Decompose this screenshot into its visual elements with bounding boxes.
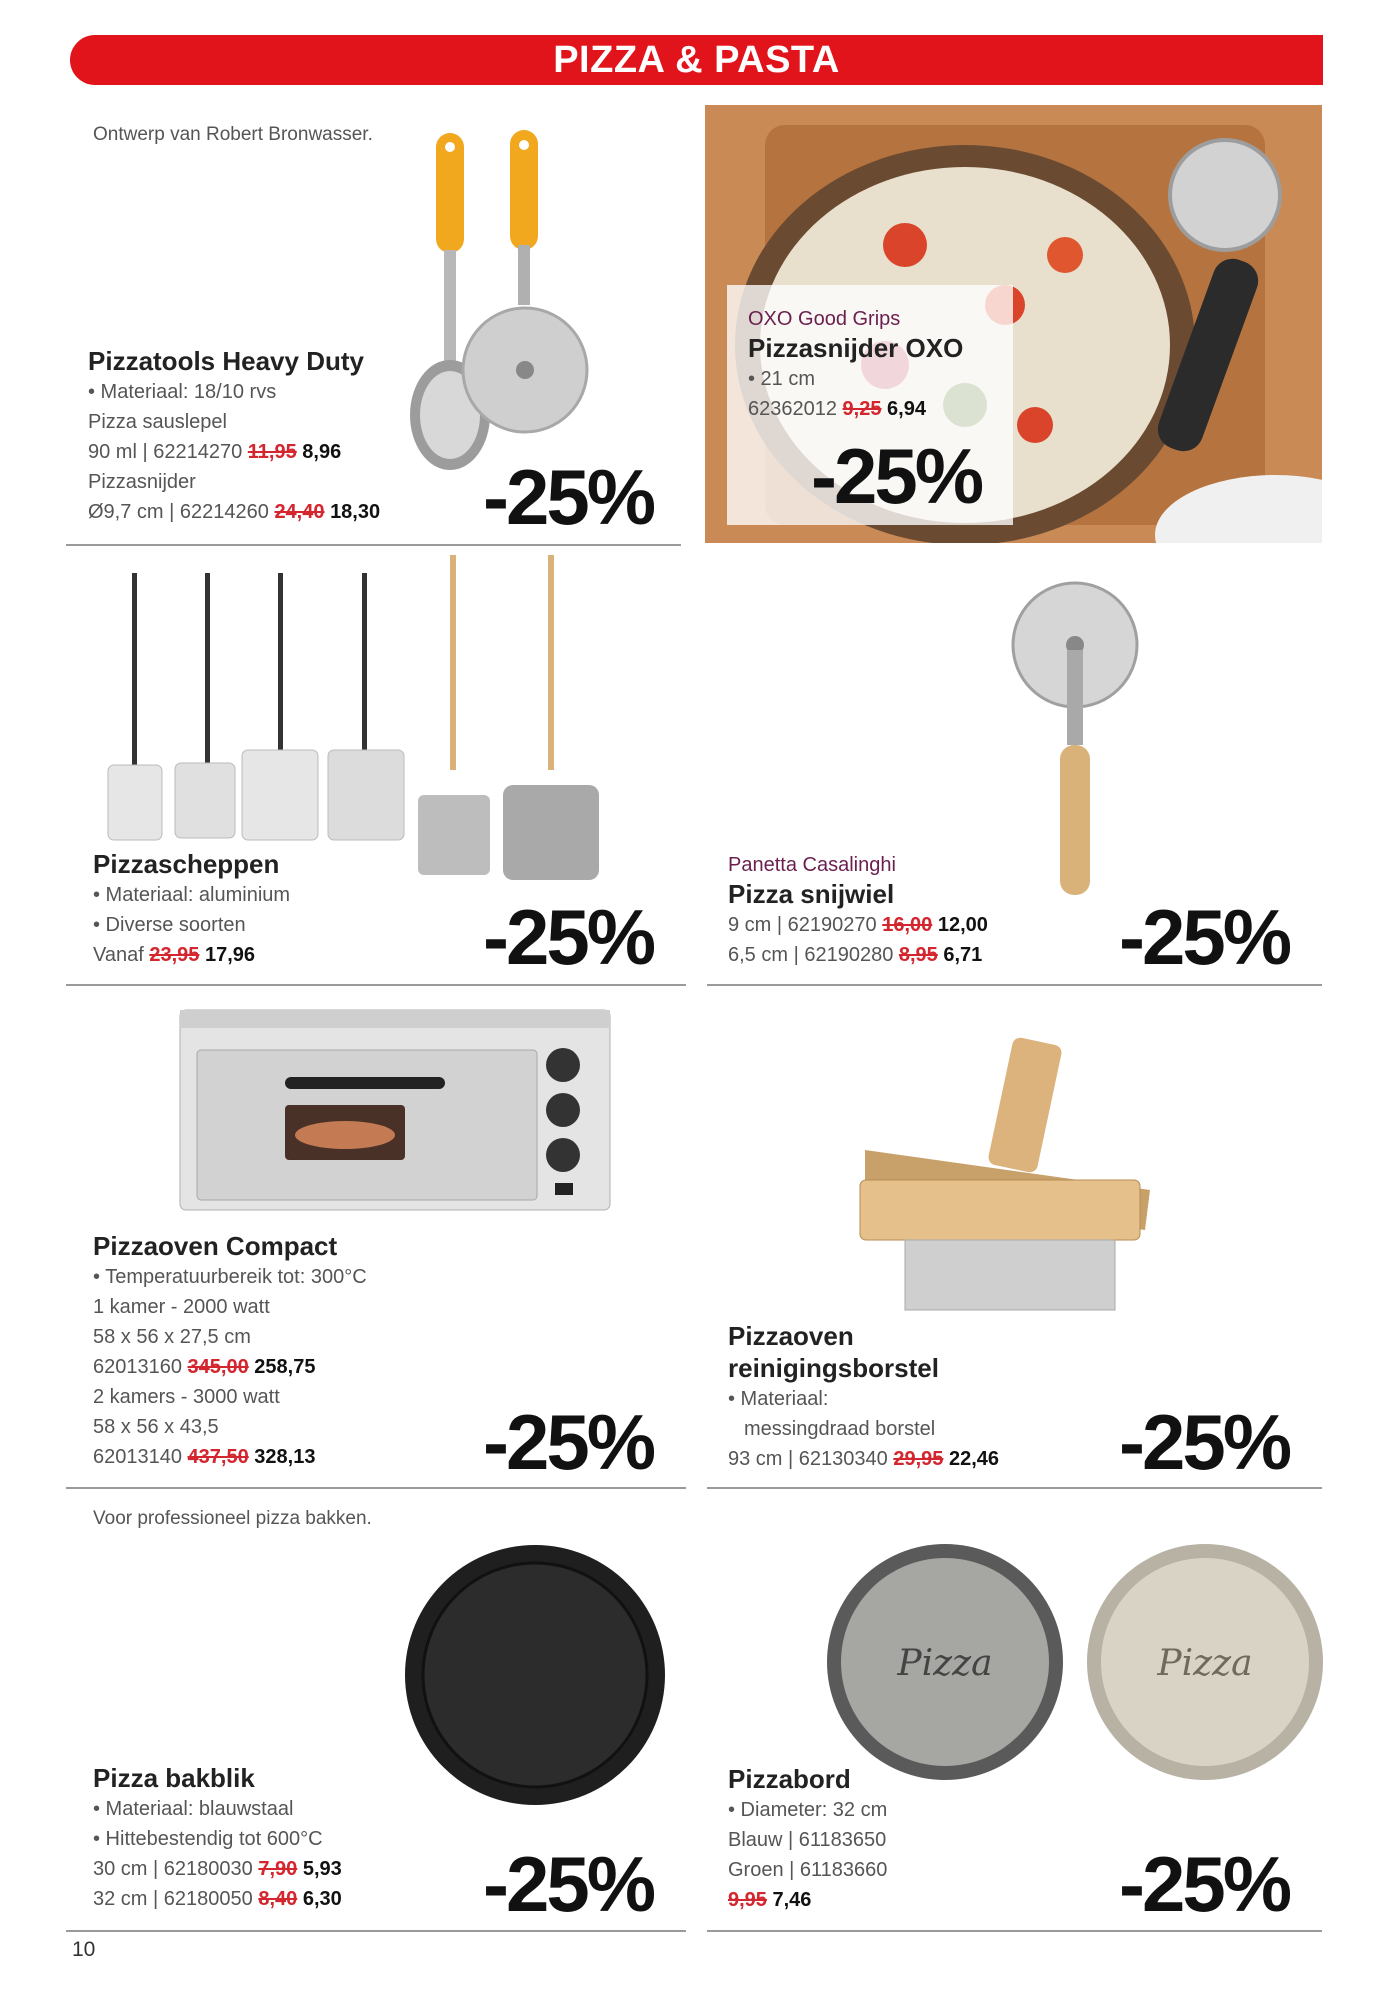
item-code: Ø9,7 cm | 62214260 bbox=[88, 501, 269, 523]
product-title: Pizzasnijder OXO bbox=[748, 333, 964, 363]
old-price: 8,95 bbox=[898, 944, 938, 966]
product-spec: • Temperatuurbereik tot: 300°C bbox=[93, 1266, 367, 1288]
product-spec: • Diameter: 32 cm bbox=[728, 1799, 888, 1821]
item-code: 90 ml | 62214270 bbox=[88, 441, 243, 463]
old-price: 24,40 bbox=[274, 501, 325, 523]
pizza-plates-image bbox=[825, 1540, 1325, 1790]
old-price: 9,95 bbox=[728, 1889, 767, 1911]
plate-text: Pizza bbox=[897, 1643, 993, 1684]
new-price: 8,96 bbox=[302, 441, 342, 463]
divider bbox=[66, 544, 681, 546]
divider bbox=[66, 1487, 686, 1489]
product-variant: 2 kamers - 3000 watt bbox=[93, 1386, 280, 1408]
new-price: 6,94 bbox=[887, 398, 926, 420]
product-bord bbox=[728, 1763, 887, 1915]
discount-badge: -25% bbox=[483, 453, 654, 541]
product-spec: • Materiaal: blauwstaal bbox=[93, 1798, 294, 1820]
product-pizzatools bbox=[88, 345, 380, 527]
old-price: 9,25 bbox=[842, 398, 882, 420]
old-price: 11,95 bbox=[247, 441, 297, 463]
product-title: Pizzabord bbox=[728, 1764, 851, 1794]
old-price: 23,95 bbox=[149, 944, 200, 966]
design-note: Ontwerp van Robert Bronwasser. bbox=[93, 124, 373, 145]
pizzatools-image bbox=[400, 125, 600, 485]
pizza-wheel-image bbox=[1010, 580, 1150, 900]
product-spec: • Materiaal: aluminium bbox=[93, 884, 291, 906]
product-snijwiel bbox=[728, 852, 988, 970]
old-price: 345,00 bbox=[187, 1356, 249, 1378]
product-variant: 1 kamer - 2000 watt bbox=[93, 1296, 270, 1318]
discount-badge: -25% bbox=[483, 893, 654, 981]
product-spec: • 21 cm bbox=[748, 368, 816, 390]
product-brand: Panetta Casalinghi bbox=[728, 854, 896, 876]
price-line bbox=[728, 1444, 999, 1474]
new-price: 12,00 bbox=[937, 914, 988, 936]
old-price: 16,00 bbox=[882, 914, 933, 936]
product-bakblik bbox=[93, 1762, 342, 1914]
discount-badge: -25% bbox=[1119, 1840, 1290, 1928]
item-name: Pizza sauslepel bbox=[88, 411, 227, 433]
new-price: 6,71 bbox=[943, 944, 983, 966]
product-variant: Groen | 61183660 bbox=[728, 1859, 888, 1881]
price-line bbox=[88, 497, 380, 527]
new-price: 17,96 bbox=[204, 944, 256, 966]
price-prefix: Vanaf bbox=[93, 944, 144, 966]
item-code: 62362012 bbox=[748, 398, 837, 420]
product-oven bbox=[93, 1230, 367, 1472]
divider bbox=[66, 1930, 686, 1932]
discount-badge: -25% bbox=[483, 1398, 654, 1486]
price-line bbox=[728, 940, 988, 970]
product-scheppen bbox=[93, 848, 290, 970]
product-brand: OXO Good Grips bbox=[748, 308, 901, 330]
product-variant: Blauw | 61183650 bbox=[728, 1829, 887, 1851]
new-price: 258,75 bbox=[254, 1356, 316, 1378]
price-line bbox=[88, 437, 380, 467]
new-price: 5,93 bbox=[302, 1858, 342, 1880]
price-line bbox=[748, 394, 963, 424]
price-line bbox=[93, 1884, 342, 1914]
new-price: 22,46 bbox=[948, 1448, 1000, 1470]
price-line bbox=[93, 1352, 367, 1382]
old-price: 29,95 bbox=[893, 1448, 944, 1470]
product-title-line2: reinigingsborstel bbox=[728, 1353, 939, 1383]
product-spec: • Materiaal: bbox=[728, 1388, 829, 1410]
product-spec: • Materiaal: 18/10 rvs bbox=[88, 381, 277, 403]
discount-badge: -25% bbox=[811, 432, 982, 520]
product-title: Pizzaoven bbox=[728, 1321, 854, 1351]
product-title: Pizzatools Heavy Duty bbox=[88, 346, 364, 376]
price-line bbox=[93, 1854, 342, 1884]
discount-badge: -25% bbox=[1119, 1398, 1290, 1486]
product-title: Pizza bakblik bbox=[93, 1763, 255, 1793]
product-title: Pizzascheppen bbox=[93, 849, 280, 879]
professional-note: Voor professioneel pizza bakken. bbox=[93, 1508, 372, 1529]
divider bbox=[707, 1930, 1322, 1932]
page-number: 10 bbox=[72, 1938, 96, 1961]
plate-text: Pizza bbox=[1157, 1643, 1253, 1684]
new-price: 18,30 bbox=[330, 501, 381, 523]
pizza-oven-image bbox=[175, 1005, 615, 1220]
divider bbox=[66, 984, 686, 986]
product-borstel bbox=[728, 1320, 999, 1474]
product-spec: • Hittebestendig tot 600°C bbox=[93, 1828, 323, 1850]
item-code: 93 cm | 62130340 bbox=[728, 1448, 888, 1470]
product-oxo bbox=[748, 306, 963, 424]
old-price: 7,90 bbox=[258, 1858, 298, 1880]
discount-badge: -25% bbox=[483, 1840, 654, 1928]
item-code: 9 cm | 62190270 bbox=[728, 914, 877, 936]
divider bbox=[707, 1487, 1322, 1489]
product-spec-detail: messingdraad borstel bbox=[744, 1418, 936, 1440]
price-line bbox=[93, 940, 290, 970]
divider bbox=[707, 984, 1322, 986]
new-price: 6,30 bbox=[302, 1888, 342, 1910]
discount-badge: -25% bbox=[1119, 893, 1290, 981]
product-dimensions: 58 x 56 x 43,5 bbox=[93, 1416, 219, 1438]
price-line bbox=[728, 910, 988, 940]
item-code: 6,5 cm | 62190280 bbox=[728, 944, 894, 966]
baking-tray-image bbox=[400, 1540, 670, 1810]
pizza-peels-image bbox=[100, 555, 600, 885]
product-dimensions: 58 x 56 x 27,5 cm bbox=[93, 1326, 251, 1348]
price-line bbox=[728, 1885, 887, 1915]
product-spec: • Diverse soorten bbox=[93, 914, 246, 936]
item-code: 62013140 bbox=[93, 1446, 182, 1468]
old-price: 8,40 bbox=[258, 1888, 298, 1910]
item-code: 32 cm | 62180050 bbox=[93, 1888, 253, 1910]
cleaning-brush-image bbox=[850, 1040, 1180, 1340]
item-code: 30 cm | 62180030 bbox=[93, 1858, 253, 1880]
new-price: 328,13 bbox=[254, 1446, 316, 1468]
product-title: Pizzaoven Compact bbox=[93, 1231, 338, 1261]
item-code: 62013160 bbox=[93, 1356, 182, 1378]
old-price: 437,50 bbox=[187, 1446, 249, 1468]
price-line bbox=[93, 1442, 367, 1472]
item-name: Pizzasnijder bbox=[88, 471, 196, 493]
section-banner bbox=[70, 35, 1323, 85]
new-price: 7,46 bbox=[772, 1889, 812, 1911]
product-title: Pizza snijwiel bbox=[728, 879, 895, 909]
section-title: PIZZA & PASTA bbox=[553, 38, 840, 81]
